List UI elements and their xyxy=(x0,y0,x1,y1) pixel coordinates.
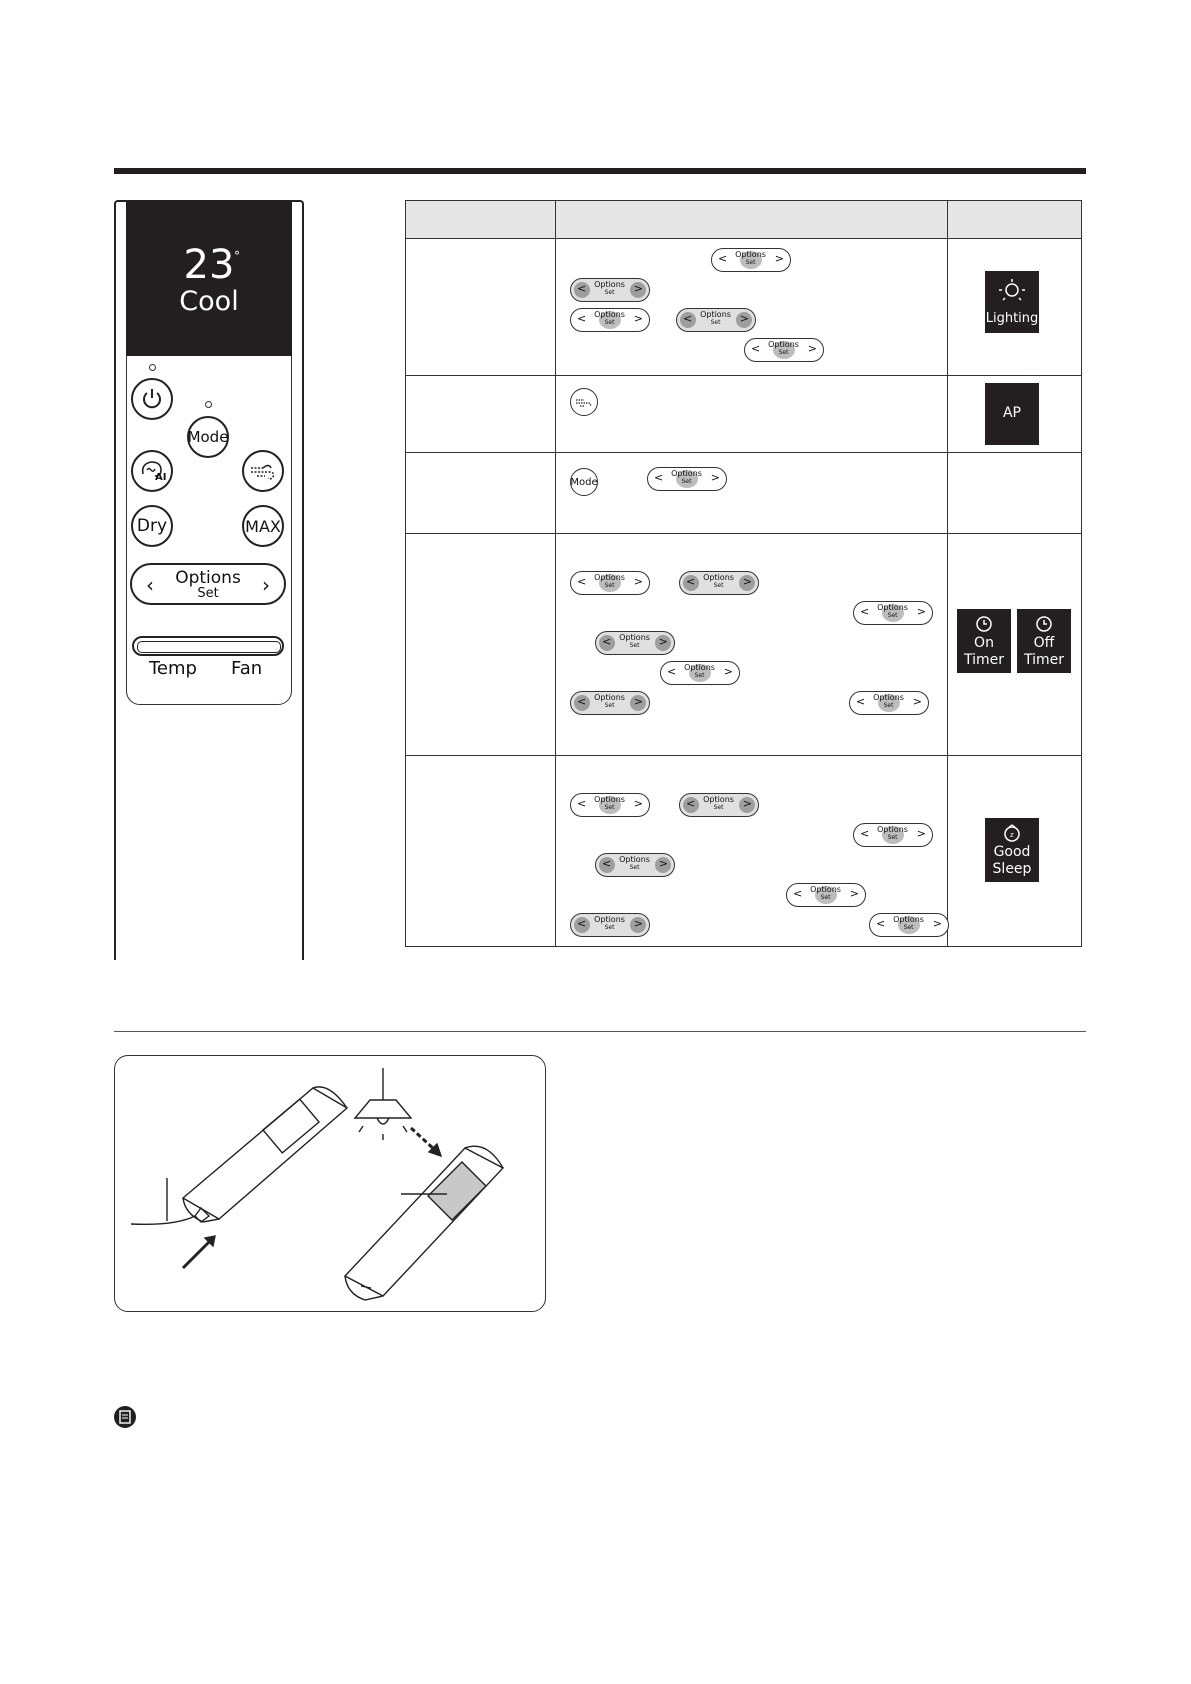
options-set-pill-icon: < Options Set > xyxy=(570,571,650,595)
options-set-pill-icon: < Options Set > xyxy=(570,913,650,937)
section-divider xyxy=(114,1031,1086,1032)
options-set-button[interactable] xyxy=(130,563,286,605)
options-set-pill-icon: < Options Set > xyxy=(853,601,933,625)
mode-button[interactable]: Mode xyxy=(187,416,229,458)
wind-free-button[interactable] xyxy=(242,450,284,492)
max-button[interactable]: MAX xyxy=(242,505,284,547)
display-mode: Cool xyxy=(179,286,239,317)
clock-icon xyxy=(957,615,1011,633)
options-set-pill-icon: < Options Set > xyxy=(647,467,727,491)
options-set-pill-icon: < Options Set > xyxy=(570,793,650,817)
wind-icon xyxy=(249,460,277,482)
remote-display xyxy=(126,201,292,356)
note-icon xyxy=(114,1406,136,1428)
clock-icon xyxy=(1017,615,1071,633)
on-timer-tile: On Timer xyxy=(957,609,1011,673)
mode-small-icon: Mode xyxy=(570,468,598,496)
options-set-pill-icon: < Options Set > xyxy=(595,631,675,655)
indicator-dot xyxy=(149,364,156,371)
sleep-icon xyxy=(985,823,1039,843)
options-set-pill-icon: < Options Set > xyxy=(570,278,650,302)
options-set-pill-icon: < Options Set > xyxy=(676,308,756,332)
options-set-pill-icon: < Options Set > xyxy=(679,793,759,817)
ai-icon: AI xyxy=(137,456,167,486)
options-set-pill-icon: < Options Set > xyxy=(570,308,650,332)
options-set-pill-icon: < Options Set > xyxy=(849,691,929,715)
light-sensor-illustration xyxy=(114,1055,546,1312)
options-set-pill-icon: < Options Set > xyxy=(660,661,740,685)
power-button[interactable] xyxy=(131,378,173,420)
fan-label: Fan xyxy=(231,658,263,679)
indicator-dot xyxy=(205,401,212,408)
options-set-pill-icon: < Options Set > xyxy=(570,691,650,715)
ai-button[interactable] xyxy=(131,450,173,492)
dry-button[interactable]: Dry xyxy=(131,505,173,547)
options-set-pill-icon: < Options Set > xyxy=(869,913,949,937)
ap-tile: AP xyxy=(985,383,1039,445)
set-label: Set xyxy=(197,586,219,601)
options-set-pill-icon: < Options Set > xyxy=(679,571,759,595)
options-set-pill-icon: < Options Set > xyxy=(786,883,866,907)
lightbulb-icon xyxy=(985,277,1039,303)
options-set-pill-icon: < Options Set > xyxy=(595,853,675,877)
options-set-pill-icon: < Options Set > xyxy=(744,338,824,362)
options-set-pill-icon: < Options Set > xyxy=(853,823,933,847)
remote-charging-diagram xyxy=(115,1056,547,1313)
wind-free-small-icon xyxy=(570,388,598,416)
temp-label: Temp xyxy=(149,658,197,679)
chevron-right-icon: › xyxy=(262,573,270,597)
table-header xyxy=(406,201,1081,238)
options-set-pill-icon: < Options Set > xyxy=(711,248,791,272)
display-degree: ° xyxy=(234,249,240,263)
options-label: Options xyxy=(175,568,241,588)
top-rule xyxy=(114,168,1086,174)
off-timer-tile: Off Timer xyxy=(1017,609,1071,673)
chevron-left-icon: ‹ xyxy=(146,573,154,597)
power-icon xyxy=(139,386,165,412)
display-temperature: 23 xyxy=(183,242,235,288)
temp-fan-rocker[interactable] xyxy=(132,636,284,656)
lighting-tile: Lighting xyxy=(985,271,1039,333)
good-sleep-tile: z Good Sleep xyxy=(985,818,1039,882)
svg-text:z: z xyxy=(1010,831,1014,839)
